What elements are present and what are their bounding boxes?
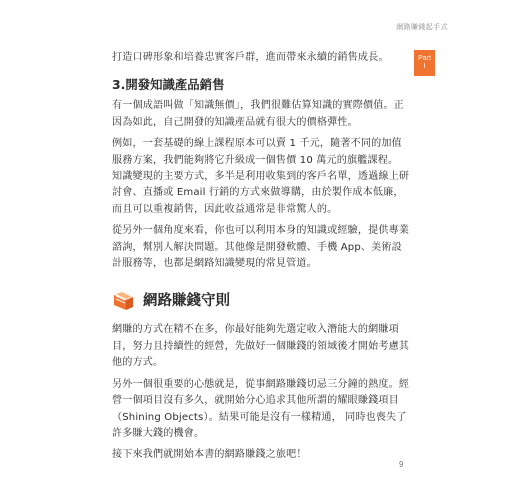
section-heading: 3.開發知識產品銷售 (112, 77, 225, 93)
paragraph-monetization-methods: 知識變現的主要方式，多半是利用收集到的客戶名單，透過線上研討會、直播或 Email 行銷的方式來做導購，由於製作成本低廉，而且可以重複銷售，因此收益通常是非常驚人的。 (112, 171, 410, 215)
page-number: 9 (399, 460, 404, 469)
intro-paragraph: 打造口碑形象和培養忠實客戶群，進而帶來永續的銷售成長。 (112, 52, 389, 63)
part-label: Part (418, 55, 431, 62)
book-icon (112, 291, 135, 311)
chapter-heading (112, 291, 412, 311)
paragraph-focus-strategy: 網賺的方式在精不在多，你最好能夠先選定收入潛能大的網賺項目，努力且持續性的經營，先做好一個賺錢的領域後才開始考慮其他的方式。 (112, 324, 410, 369)
chapter-heading-text: 網路賺錢守則 (143, 293, 230, 310)
part-tab (414, 50, 435, 76)
paragraph-course-example: 例如，一套基礎的線上課程原本可以賣 1 千元，隨著不同的加值服務方案，我們能夠將它升級成一個售價 10 萬元的旗艦課程。 (112, 138, 402, 166)
paragraph-consulting: 從另外一個角度來看，你也可以利用本身的知識或經驗，提供專業諮詢，幫別人解決問題。其他像是開發軟體、手機 App、美術設計服務等，也都是網路知識變現的常見管道。 (112, 225, 410, 270)
paragraph-knowledge-value: 有一個成語叫做「知識無價」，我們很難估算知識的實際價值。正因為如此，自己開發的知識產品就有很大的價格彈性。 (112, 100, 405, 128)
closing-paragraph: 接下來我們就開始本書的網路賺錢之旅吧！ (112, 449, 307, 461)
paragraph-mindset: 另外一個很重要的心態就是，從事網路賺錢切忌三分鐘的熱度。經營一個項目沒有多久，就開始分心追求其他所謂的耀眼賺錢項目（Shining Objects）。結果可能是沒有一樣精通， 同時也喪失了許多賺大錢的機會。 (112, 378, 410, 439)
part-number: I (423, 63, 426, 70)
page-content (112, 50, 412, 464)
running-header: 網路賺錢起手式 (396, 23, 448, 31)
